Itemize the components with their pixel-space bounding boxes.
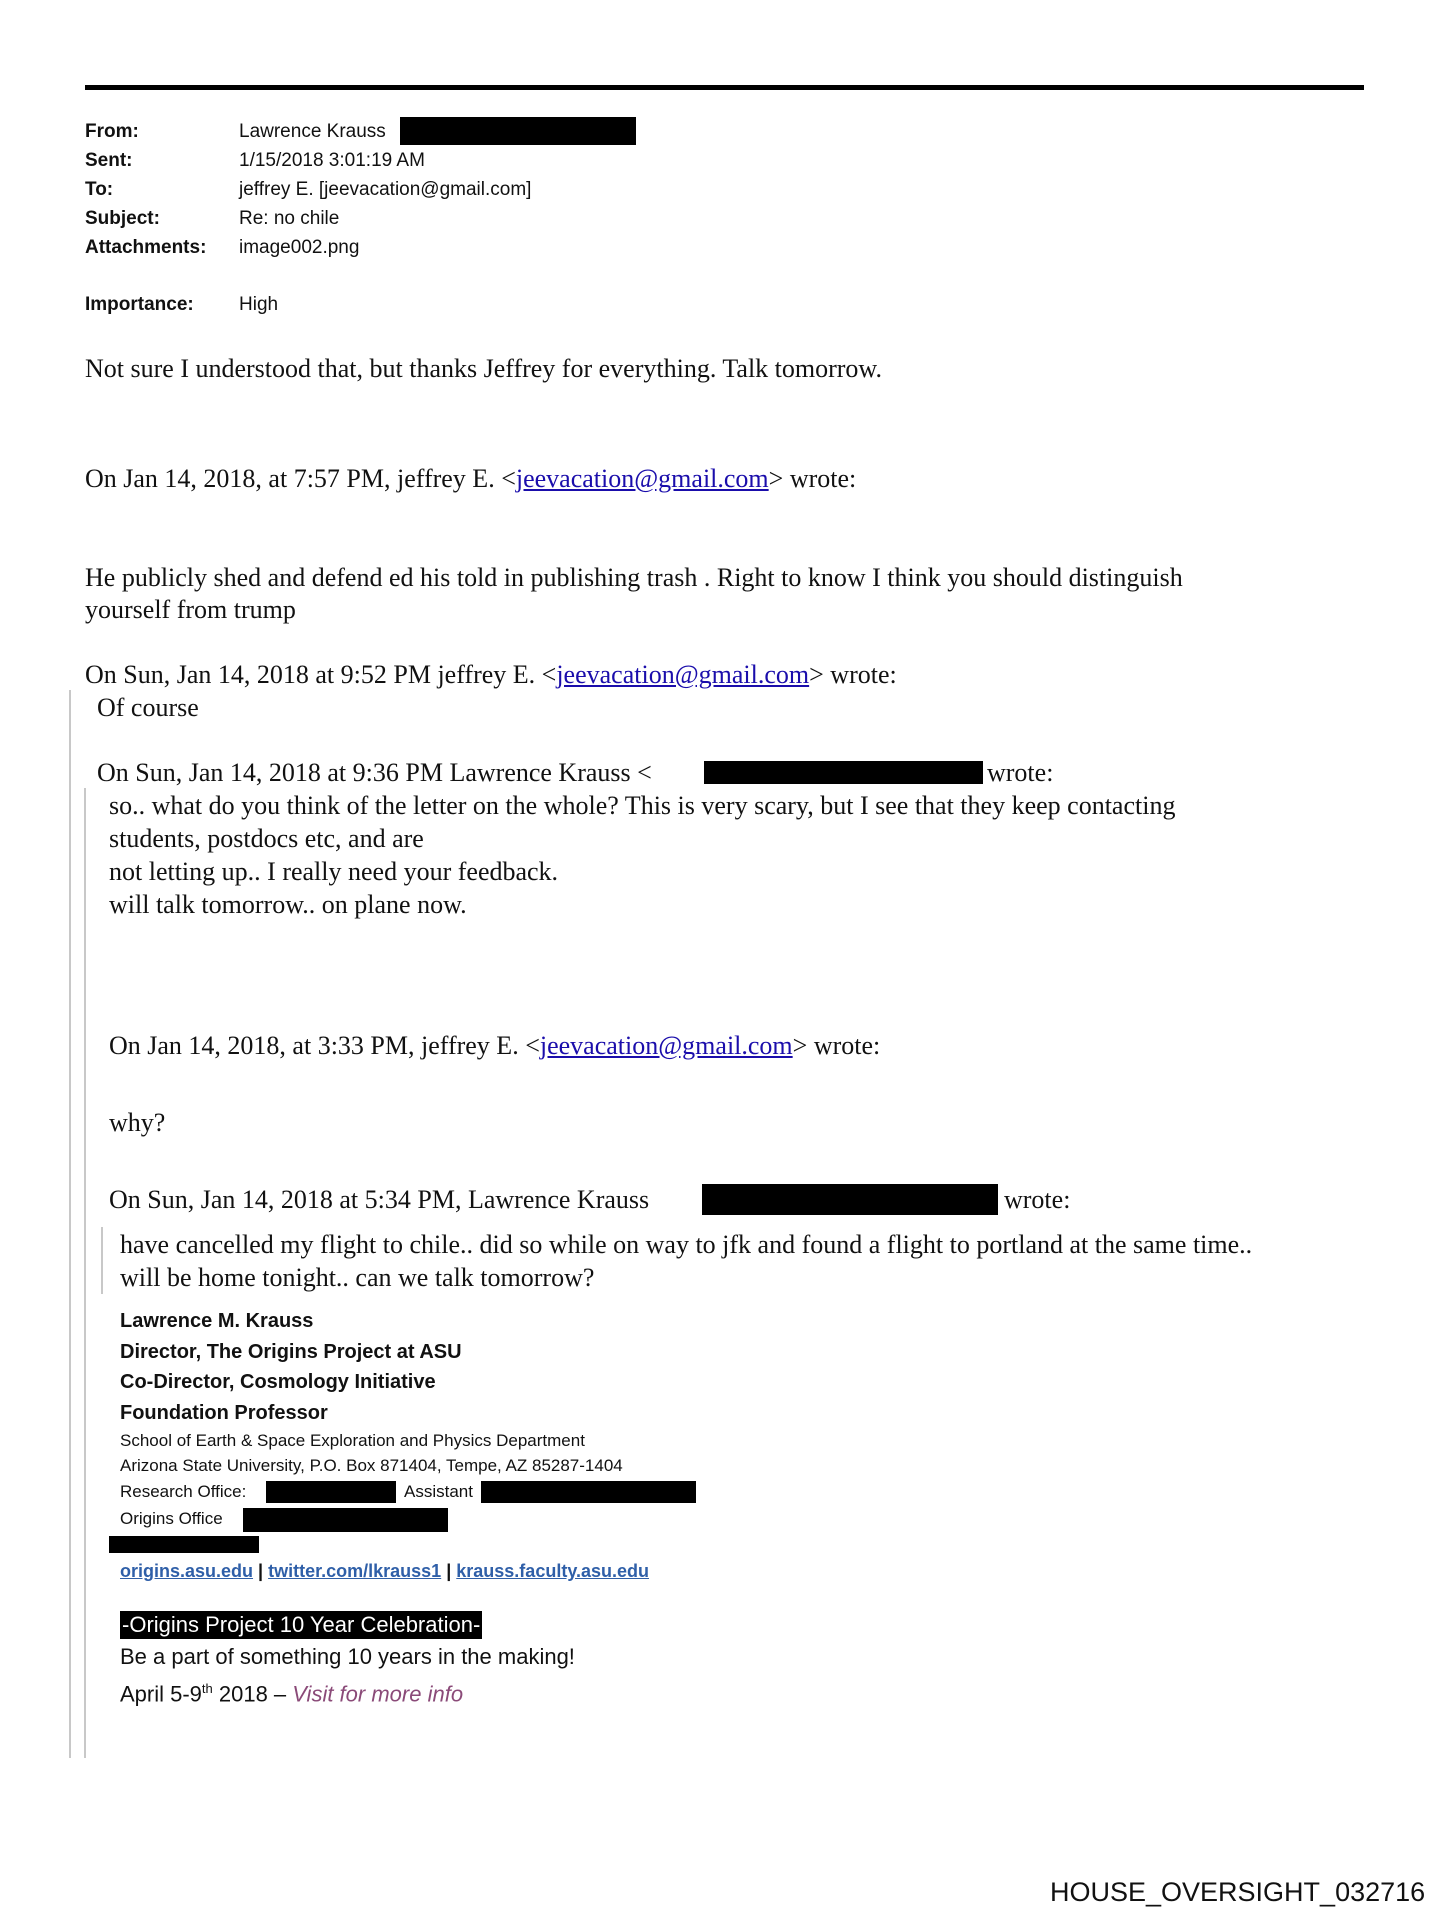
- to-label: To:: [85, 179, 114, 200]
- importance-value: High: [239, 294, 279, 315]
- attachments-value: image002.png: [239, 237, 360, 258]
- event-date: [120, 1675, 463, 1708]
- quote-border: [101, 1227, 103, 1294]
- bates-number: HOUSE_OVERSIGHT_032716: [1050, 1877, 1426, 1907]
- celebration-banner: -Origins Project 10 Year Celebration-: [122, 1612, 481, 1637]
- date-text: April 5-9: [120, 1681, 202, 1707]
- quote-text: On Sun, Jan 14, 2018 at 9:52 PM jeffrey E. <: [85, 660, 557, 689]
- subject-value: Re: no chile: [239, 208, 340, 229]
- attachments-label: Attachments:: [85, 237, 207, 258]
- message-4: why?: [109, 1108, 166, 1137]
- message-2: Of course: [97, 693, 199, 722]
- signature-links: [120, 1559, 649, 1583]
- message-5-line-1: have cancelled my flight to chile.. did so while on way to jfk and found a flight to portland at the same time..: [120, 1230, 1253, 1259]
- redaction: [400, 117, 636, 145]
- to-value: jeffrey E. [jeevacation@gmail.com]: [239, 179, 532, 200]
- tagline: Be a part of something 10 years in the making!: [120, 1644, 575, 1669]
- redaction: [243, 1508, 448, 1532]
- top-rule: [85, 85, 1364, 90]
- research-office-label: Research Office:: [120, 1482, 247, 1501]
- redaction: [109, 1536, 259, 1553]
- origins-link[interactable]: origins.asu.edu: [120, 1561, 254, 1581]
- quote-header-3-wrote: wrote:: [987, 758, 1054, 787]
- email-link[interactable]: jeevacation@gmail.com: [539, 1031, 793, 1060]
- reply-text: Not sure I understood that, but thanks Jeffrey for everything. Talk tomorrow.: [85, 354, 883, 383]
- date-text: 2018 –: [212, 1681, 293, 1707]
- signature-address: Arizona State University, P.O. Box 871404, Tempe, AZ 85287-1404: [120, 1456, 623, 1475]
- twitter-link[interactable]: twitter.com/lkrauss1: [268, 1561, 442, 1581]
- assistant-label: Assistant: [404, 1482, 473, 1501]
- message-1-line-2: yourself from trump: [85, 595, 296, 624]
- quote-header-3: On Sun, Jan 14, 2018 at 9:36 PM Lawrence Krauss <: [97, 758, 652, 787]
- origins-office-label: Origins Office: [120, 1509, 223, 1528]
- sent-value: 1/15/2018 3:01:19 AM: [239, 150, 425, 171]
- from-label: From:: [85, 121, 139, 142]
- message-5-line-2: will be home tonight.. can we talk tomorrow?: [120, 1263, 595, 1292]
- visit-link[interactable]: Visit for more info: [292, 1681, 464, 1707]
- message-3-line: not letting up.. I really need your feedback.: [109, 857, 559, 886]
- message-3-line: students, postdocs etc, and are: [109, 824, 424, 853]
- message-3-line: will talk tomorrow.. on plane now.: [109, 890, 467, 919]
- signature-name: Lawrence M. Krauss: [120, 1310, 314, 1332]
- date-sup: th: [201, 1681, 213, 1696]
- faculty-link[interactable]: krauss.faculty.asu.edu: [456, 1561, 650, 1581]
- separator: |: [446, 1561, 452, 1581]
- message-3-line: so.. what do you think of the letter on the whole? This is very scary, but I see that they keep contacting: [109, 791, 1176, 820]
- redaction: [481, 1481, 696, 1503]
- subject-label: Subject:: [85, 208, 160, 229]
- email-link[interactable]: jeevacation@gmail.com: [556, 660, 810, 689]
- redaction: [266, 1481, 396, 1503]
- separator: |: [258, 1561, 264, 1581]
- signature-dept: School of Earth & Space Exploration and Physics Department: [120, 1431, 585, 1450]
- quote-text: > wrote:: [768, 464, 857, 493]
- signature-title: Co-Director, Cosmology Initiative: [120, 1371, 436, 1393]
- sent-label: Sent:: [85, 150, 133, 171]
- quote-border: [84, 788, 86, 1758]
- quote-border: [69, 690, 71, 1758]
- email-link[interactable]: jeevacation@gmail.com: [515, 464, 769, 493]
- importance-label: Importance:: [85, 294, 194, 315]
- signature-title: Foundation Professor: [120, 1402, 328, 1424]
- quote-text: > wrote:: [792, 1031, 881, 1060]
- quote-header-4: [109, 1030, 880, 1062]
- message-1-line-1: He publicly shed and defend ed his told in publishing trash . Right to know I think you should distinguish: [85, 563, 1183, 592]
- redaction: [704, 761, 983, 784]
- quote-header-5: On Sun, Jan 14, 2018 at 5:34 PM, Lawrence Krauss: [109, 1185, 650, 1214]
- signature-title: Director, The Origins Project at ASU: [120, 1341, 462, 1363]
- quote-text: On Jan 14, 2018, at 3:33 PM, jeffrey E. <: [109, 1031, 540, 1060]
- quote-header-5-wrote: wrote:: [1004, 1185, 1071, 1214]
- from-value: Lawrence Krauss: [239, 121, 386, 142]
- quote-header-2: [85, 659, 897, 691]
- redaction: [702, 1184, 998, 1215]
- quote-header-1: [85, 463, 856, 495]
- quote-text: On Jan 14, 2018, at 7:57 PM, jeffrey E. <: [85, 464, 516, 493]
- quote-text: > wrote:: [809, 660, 897, 689]
